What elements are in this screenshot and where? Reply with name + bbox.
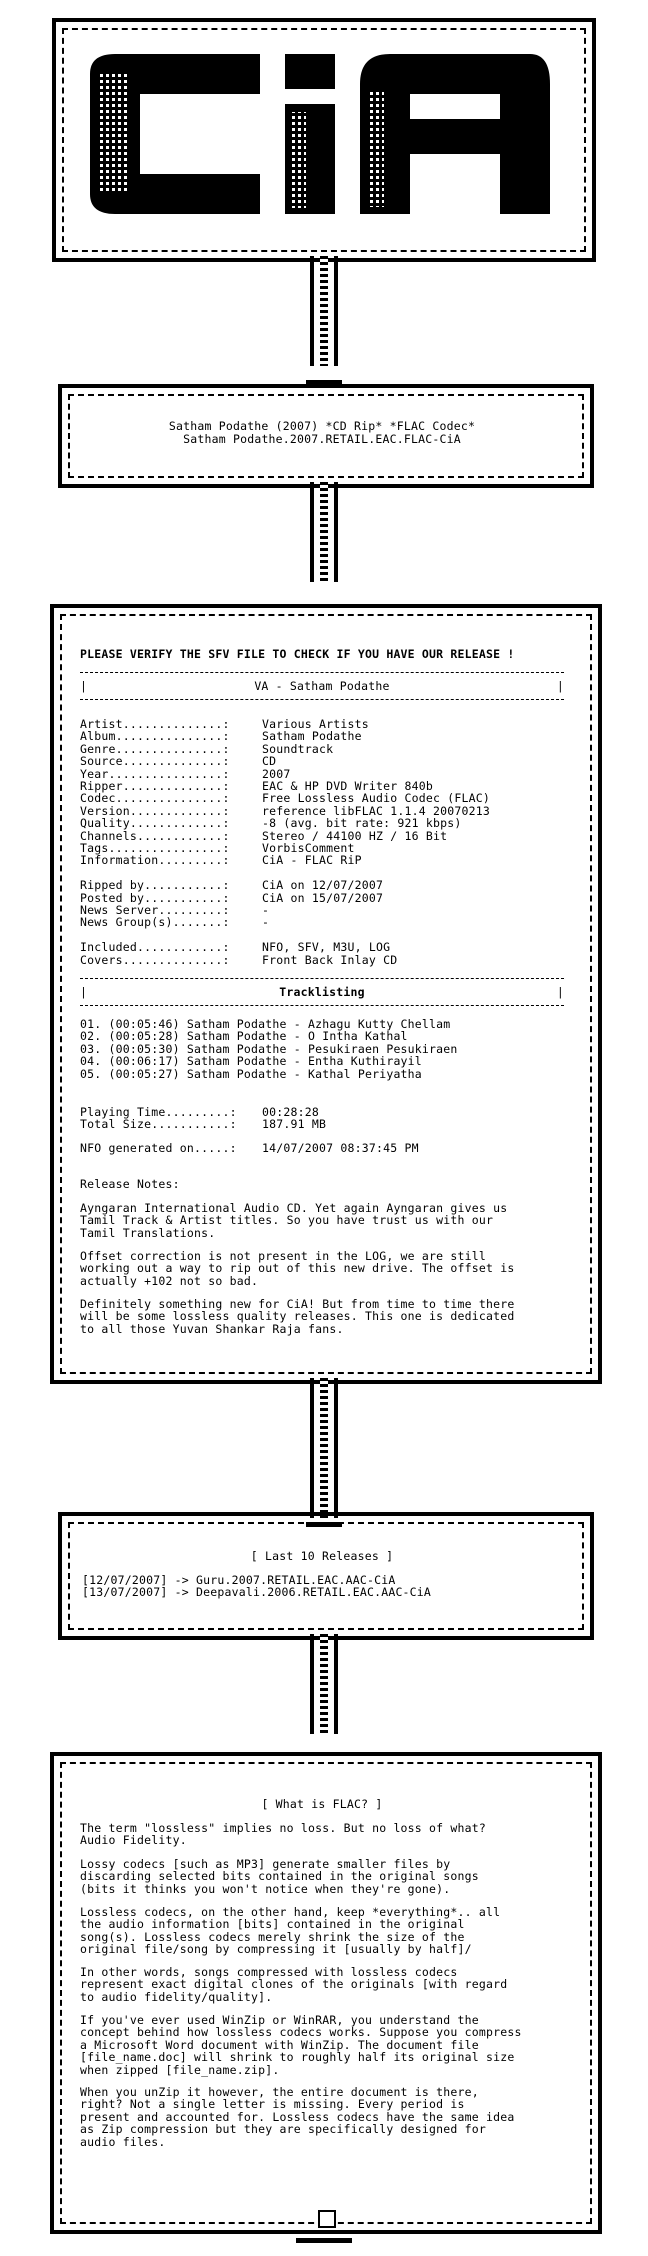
cia-logo-graphic <box>70 44 570 224</box>
info-label: Ripped by...........: <box>80 878 230 893</box>
logo <box>70 44 570 224</box>
info-value: VorbisComment <box>262 841 355 855</box>
last-release-item: [12/07/2007] -> Guru.2007.RETAIL.EAC.AAC-CiA <box>82 1573 396 1587</box>
info-label: Artist..............: <box>80 717 230 731</box>
info-value: NFO, SFV, M3U, LOG <box>262 940 391 955</box>
bottom-cap-icon <box>318 2210 336 2228</box>
flac-p1: The term "lossless" implies no loss. But no loss of what? Audio Fidelity. <box>80 1821 487 1848</box>
total-size-value: 187.91 MB <box>262 1117 327 1131</box>
info-value: -8 (avg. bit rate: 921 kbps) <box>262 816 462 831</box>
flac-p3: Lossless codecs, on the other hand, keep *everything*.. all the audio information [bits] contained in the original song(s). Lossless codecs merely shrink the size of the original file/song by compressing it [usually by half]/ <box>80 1905 501 1957</box>
info-label: Album...............: <box>80 729 230 744</box>
info-label: Information.........: <box>80 853 230 868</box>
info-label: Source..............: <box>80 754 230 769</box>
connector <box>310 256 338 366</box>
release-notes-p2: Offset correction is not present in the LOG, we are still working out a way to rip out of this new drive. The offset is actually +102 not so bad. <box>80 1249 515 1288</box>
release-header-line1: Satham Podathe (2007) *CD Rip* *FLAC Codec* <box>168 419 476 433</box>
info-label: News Group(s).......: <box>80 915 230 930</box>
connector <box>310 1378 338 1518</box>
info-value: - <box>262 903 270 917</box>
info-value: Stereo / 44100 HZ / 16 Bit <box>262 828 448 843</box>
bar-left: | <box>80 679 88 693</box>
info-label: Tags................: <box>80 841 230 855</box>
release-notes-p1: Ayngaran International Audio CD. Yet again Ayngaran gives us Tamil Track & Artist titles. So you have trust us with our Tamil Translations. <box>80 1201 508 1240</box>
info-label: Posted by...........: <box>80 890 230 905</box>
bar-right: | <box>556 679 564 693</box>
info-label: Quality.............: <box>80 816 230 831</box>
flac-p5: If you've ever used WinZip or WinRAR, you understand the concept behind how lossless codecs works. Suppose you compress a Microsoft Word document with WinZip. The document file [file_name.doc] will shrink to roughly half its original size when zipped [file_name.zip]. <box>80 2013 522 2077</box>
connector <box>310 482 338 582</box>
info-label: Codec...............: <box>80 791 230 806</box>
info-label: Version.............: <box>80 803 230 818</box>
last-releases-title: [ Last 10 Releases ] <box>250 1549 394 1563</box>
playing-time-value: 00:28:28 <box>262 1105 319 1119</box>
track-item: 01. (00:05:46) Satham Podathe - Azhagu Kutty Chellam <box>80 1017 451 1031</box>
flac-p4: In other words, songs compressed with lossless codecs represent exact digital clones of the originals [with regard to audio fidelity/quality]. <box>80 1965 508 2004</box>
nfo-generated-label: NFO generated on.....: <box>80 1141 237 1155</box>
playing-time-label: Playing Time.........: <box>80 1105 237 1119</box>
release-notes-heading: Release Notes: <box>80 1177 180 1191</box>
info-value: CiA on 12/07/2007 <box>262 878 384 893</box>
info-label: Year................: <box>80 766 230 781</box>
last-release-item: [13/07/2007] -> Deepavali.2006.RETAIL.EAC.AAC-CiA <box>82 1585 432 1599</box>
info-value: CiA - FLAC RiP <box>262 853 362 868</box>
release-notes-p3: Definitely something new for CiA! But from time to time there will be some lossless quality releases. This one is dedicated to all those Yuvan Shankar Raja fans. <box>80 1297 515 1336</box>
total-size-label: Total Size...........: <box>80 1117 237 1131</box>
release-title: VA - Satham Podathe <box>254 679 390 693</box>
info-value: Various Artists <box>262 717 369 731</box>
info-label: News Server.........: <box>80 903 230 917</box>
bar-right: | <box>556 985 564 999</box>
bar-left: | <box>80 985 88 999</box>
info-value: Front Back Inlay CD <box>262 952 398 967</box>
tracklist-title-bar <box>80 978 564 1006</box>
flac-p2: Lossy codecs [such as MP3] generate smaller files by discarding selected bits contained in the original songs (bits it thinks you won't notice when they're gone). <box>80 1857 479 1896</box>
info-label: Covers..............: <box>80 952 230 967</box>
flac-title: [ What is FLAC? ] <box>261 1797 383 1811</box>
info-value: - <box>262 915 270 930</box>
info-value: EAC & HP DVD Writer 840b <box>262 779 433 793</box>
info-value: CiA on 15/07/2007 <box>262 890 384 905</box>
info-value: 2007 <box>262 766 291 781</box>
tracklist-title: Tracklisting <box>279 985 365 999</box>
nfo-generated-value: 14/07/2007 08:37:45 PM <box>262 1141 419 1155</box>
info-value: Soundtrack <box>262 741 334 756</box>
track-item: 02. (00:05:28) Satham Podathe - O Intha Kathal <box>80 1029 408 1044</box>
track-item: 04. (00:06:17) Satham Podathe - Entha Kuthirayil <box>80 1054 422 1069</box>
info-label: Channels............: <box>80 828 230 843</box>
track-item: 05. (00:05:27) Satham Podathe - Kathal Periyatha <box>80 1066 422 1081</box>
track-item: 03. (00:05:30) Satham Podathe - Pesukiraen Pesukiraen <box>80 1041 458 1056</box>
info-value: Free Lossless Audio Codec (FLAC) <box>262 791 490 806</box>
info-label: Ripper..............: <box>80 779 230 793</box>
connector <box>310 1634 338 1734</box>
info-value: reference libFLAC 1.1.4 20070213 <box>262 803 490 818</box>
release-header-line2: Satham Podathe.2007.RETAIL.EAC.FLAC-CiA <box>183 432 461 446</box>
release-title-bar <box>80 672 564 700</box>
verify-notice: PLEASE VERIFY THE SFV FILE TO CHECK IF YOU HAVE OUR RELEASE ! <box>80 647 515 661</box>
divider <box>296 2238 352 2243</box>
flac-p6: When you unZip it however, the entire document is there, right? Not a single letter is missing. Every period is present and accounted for. Lossless codecs have the same idea as Zip compression but they are specifically designed for audio files. <box>80 2085 515 2149</box>
info-value: CD <box>262 754 277 769</box>
info-label: Genre...............: <box>80 741 230 756</box>
info-value: Satham Podathe <box>262 729 362 744</box>
info-label: Included............: <box>80 940 230 955</box>
